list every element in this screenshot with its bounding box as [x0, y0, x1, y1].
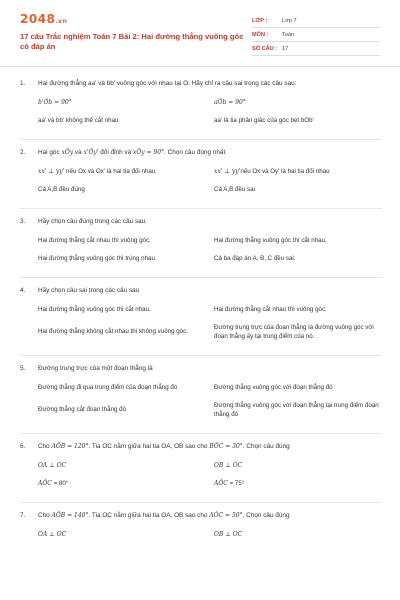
answer-option-text: Cả ba đáp án A, B, C đều sai. — [214, 254, 296, 262]
info-row-count — [252, 42, 380, 56]
question-text-part: . Tia OC nằm giữa hai tia OA, OB sao cho — [88, 511, 210, 519]
answer-option[interactable] — [38, 384, 214, 393]
logo-suffix: .vn — [55, 18, 68, 25]
answer-option[interactable] — [214, 324, 390, 342]
answer-option-content — [214, 462, 242, 471]
question-divider — [20, 355, 382, 356]
question-1 — [20, 80, 382, 140]
question-divider — [20, 139, 382, 140]
page-header — [0, 0, 400, 62]
question-divider — [20, 277, 382, 278]
question-list — [20, 80, 382, 549]
question-number: 1. — [20, 80, 26, 87]
answer-option-text: = 75° — [227, 479, 245, 487]
answer-option[interactable] — [214, 384, 390, 393]
answer-option[interactable] — [214, 306, 390, 315]
question-number: 4. — [20, 286, 26, 294]
answer-option-content — [214, 237, 327, 246]
question-text: Đường trung trực của một đoạn thẳng là — [38, 364, 153, 372]
question-6 — [20, 443, 382, 503]
question-text — [38, 149, 382, 158]
answer-option[interactable] — [38, 306, 214, 315]
question-2 — [20, 149, 382, 209]
math-expression: BÔC = 30° — [209, 442, 243, 450]
question-number: 7. — [20, 511, 26, 519]
header-divider — [0, 66, 400, 67]
answer-option-content — [214, 384, 333, 393]
question-text-part: . Chọn câu đúng — [242, 511, 290, 519]
answer-options — [38, 531, 382, 549]
answer-option-content — [214, 324, 382, 342]
answer-option[interactable] — [38, 117, 214, 126]
answer-option[interactable] — [214, 168, 390, 177]
answer-option-content — [38, 168, 155, 177]
question-header — [20, 149, 382, 158]
math-expression: AÔC — [38, 479, 52, 487]
question-number: 6. — [20, 442, 26, 450]
answer-option[interactable] — [214, 99, 390, 108]
answer-option-text: Hai đường thẳng cắt nhau thì vuông góc. — [214, 305, 327, 313]
answer-option-content — [38, 480, 68, 489]
question-header — [20, 80, 382, 89]
question-text-part: đối đỉnh và — [98, 148, 133, 156]
question-header — [20, 287, 382, 296]
question-header — [20, 443, 382, 452]
answer-option-content — [38, 328, 188, 337]
answer-options — [38, 168, 382, 204]
question-text: Hai đường thẳng aa' và bb' vuông góc với nhau tại O. Hãy chỉ ra câu sai trong các câu sau: — [38, 80, 297, 87]
question-text-part: và — [73, 148, 84, 156]
question-text-part: . Chọn câu đúng nhất — [164, 148, 226, 156]
logo-main: 2048 — [20, 12, 56, 26]
info-label: LỚP : — [252, 17, 268, 24]
question-7 — [20, 512, 382, 549]
answer-option[interactable] — [214, 462, 390, 471]
answer-option[interactable] — [214, 531, 390, 540]
answer-option-content — [214, 168, 330, 177]
answer-option-content — [214, 255, 296, 264]
answer-option[interactable] — [38, 255, 214, 264]
answer-option[interactable] — [214, 117, 390, 126]
question-divider — [20, 502, 382, 503]
question-text: Hãy chọn câu sai trong các câu sau — [38, 286, 140, 294]
answer-option[interactable] — [38, 324, 214, 342]
answer-option[interactable] — [38, 168, 214, 177]
info-label: MÔN : — [252, 31, 269, 38]
info-row-class — [252, 14, 380, 28]
answer-option-text: aa' là tia phân giác của góc bẹt bOb' — [214, 116, 314, 124]
answer-option[interactable] — [38, 186, 214, 195]
answer-option-content — [214, 306, 327, 315]
question-header — [20, 512, 382, 521]
answer-option-text: Đường thẳng vuông góc với đoạn thẳng đó — [214, 383, 333, 391]
math-expression: AÔB = 120° — [51, 442, 89, 450]
question-number: 2. — [20, 148, 26, 156]
question-number: 5. — [20, 364, 26, 372]
answer-option-content — [38, 531, 66, 540]
answer-option-text: Cả A,B đều sai — [214, 185, 255, 193]
answer-option-content — [38, 99, 72, 108]
answer-option-text: Đường thẳng cắt đoạn thẳng đó — [38, 406, 127, 414]
math-expression: xx' ⊥ yy' — [214, 167, 241, 175]
math-expression: AÔB = 140° — [51, 511, 89, 519]
answer-option[interactable] — [38, 99, 214, 108]
info-row-subject — [252, 28, 380, 42]
answer-options — [38, 237, 382, 273]
answer-option[interactable] — [214, 237, 390, 246]
answer-option-text: nếu Ox và Oy' là hai tia đối nhau — [240, 167, 330, 175]
question-header — [20, 218, 382, 227]
math-expression: AÔC — [214, 479, 228, 487]
answer-option-content — [38, 255, 157, 264]
math-expression: xÔy — [61, 148, 74, 156]
question-3 — [20, 218, 382, 278]
question-number: 3. — [20, 217, 26, 225]
answer-option-content — [38, 306, 151, 315]
math-expression: x'Ôy' — [83, 148, 99, 156]
answer-options — [38, 462, 382, 498]
answer-option[interactable] — [38, 462, 214, 471]
answer-option-content — [214, 480, 244, 489]
answer-option-text: Hai đường thẳng vuông góc thì cắt nhau. — [38, 305, 151, 313]
question-text — [38, 512, 382, 521]
answer-option[interactable] — [214, 402, 390, 420]
question-text — [38, 443, 382, 452]
answer-option-text: Hai đường thẳng vuông góc thì trùng nhau. — [38, 254, 157, 262]
answer-option-text: Cả A,B đều đúng — [38, 185, 85, 193]
answer-option-text: Đường thẳng vuông góc với đoạn thẳng tại trung điểm đoạn thẳng đó — [214, 401, 379, 418]
answer-option[interactable] — [38, 480, 214, 489]
page-title: 17 câu Trắc nghiệm Toán 7 Bài 2: Hai đường thẳng vuông góc có đáp án — [20, 32, 244, 51]
question-text-part: . Chọn câu đúng — [242, 442, 290, 450]
answer-option[interactable] — [214, 186, 390, 195]
answer-options — [38, 99, 382, 135]
math-expression: xÔy = 90° — [132, 148, 165, 156]
math-expression: OA ⊥ OC — [38, 530, 67, 538]
question-text-part: . Tia OC nằm giữa hai tia OA, OB sao cho — [88, 442, 210, 450]
answer-option-text: Hai đường thẳng không cắt nhau thì không vuông góc. — [38, 328, 188, 336]
answer-option-content — [38, 406, 126, 415]
question-5 — [20, 365, 382, 434]
answer-option-content — [38, 237, 151, 246]
math-expression: AÔC = 50° — [209, 511, 243, 519]
answer-option[interactable] — [38, 237, 214, 246]
answer-option[interactable] — [38, 531, 214, 540]
answer-options — [38, 384, 382, 429]
math-expression: OB ⊥ OC — [214, 461, 243, 469]
info-value: Toán — [282, 31, 295, 38]
question-text-part: Cho — [38, 442, 52, 450]
answer-option-content — [38, 462, 66, 471]
question-text-part: Cho — [38, 511, 52, 519]
answer-option-content — [38, 384, 177, 393]
question-header — [20, 365, 382, 374]
site-logo[interactable] — [20, 12, 67, 26]
math-expression: xx' ⊥ yy' — [38, 167, 65, 175]
info-value: 17 — [282, 45, 289, 52]
question-divider — [20, 208, 382, 209]
answer-option-text: Hai đường thẳng cắt nhau thì vuông góc. — [38, 236, 151, 244]
answer-option-content — [214, 117, 314, 126]
answer-option-text: Đường thẳng đi qua trung điểm của đoạn thẳng đó — [38, 383, 178, 391]
info-label: SỐ CÂU : — [252, 45, 278, 52]
question-4 — [20, 287, 382, 356]
math-expression: aÔb = 90° — [214, 98, 246, 106]
answer-option[interactable] — [214, 480, 390, 489]
answer-option[interactable] — [214, 255, 390, 264]
answer-option-content — [214, 402, 382, 420]
answer-option-text: aa' và bb' không thể cắt nhau — [38, 116, 119, 124]
answer-option-content — [214, 99, 246, 108]
answer-option-text: Đường trung trực của đoạn thẳng là đường vuông góc với đoạn thẳng ấy tại trung điểm của nó. — [214, 323, 374, 340]
answer-option-content — [38, 186, 85, 195]
answer-option-text: nếu Ox và Ox' là hai tia đối nhau — [64, 167, 156, 175]
question-text-part: Hai góc — [38, 148, 62, 156]
math-expression: OA ⊥ OC — [38, 461, 67, 469]
answer-option-text: = 80° — [51, 479, 69, 487]
answer-option-content — [214, 186, 255, 195]
question-text: Hãy chọn câu đúng trong các câu sau — [38, 217, 146, 225]
answer-option-content — [38, 117, 118, 126]
info-value: Lớp 7 — [282, 17, 297, 24]
answer-options — [38, 306, 382, 351]
question-divider — [20, 433, 382, 434]
answer-option-content — [214, 531, 242, 540]
math-expression: OB ⊥ OC — [214, 530, 243, 538]
math-expression: b'Ôb = 90° — [38, 98, 72, 106]
info-table — [252, 14, 380, 56]
answer-option-text: Hai đường thẳng vuông góc thì cắt nhau. — [214, 236, 327, 244]
answer-option[interactable] — [38, 402, 214, 420]
